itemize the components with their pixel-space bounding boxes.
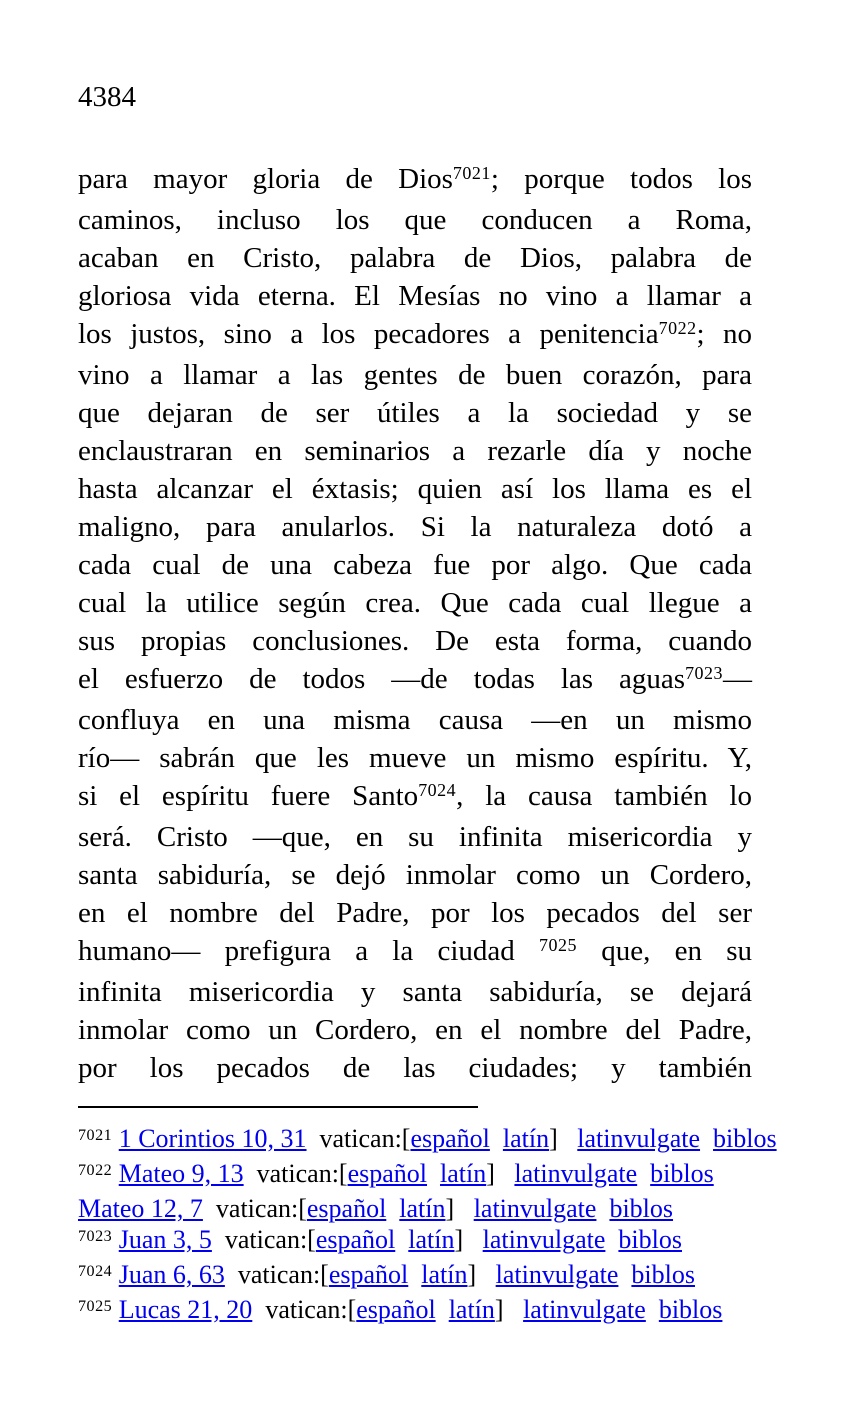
body-line: el esfuerzo de todos —de todas las aguas$^{7023}$— xyxy=(78,663,752,695)
footnote-row: $^{7023}$ Juan 3, 5 vatican:[español latín] latinvulgate biblos xyxy=(78,1225,682,1254)
footnote-row: $^{7024}$ Juan 6, 63 vatican:[español latín] latinvulgate biblos xyxy=(78,1260,695,1289)
body-line: confluya en una misma causa —en un mismo xyxy=(78,704,752,736)
body-line: acaban en Cristo, palabra de Dios, palabra de xyxy=(78,242,752,274)
footnote-link[interactable]: Mateo 9, 13 xyxy=(118,1159,244,1188)
footnote-link[interactable]: latín xyxy=(502,1124,550,1153)
footnote-ref: 7022 xyxy=(658,318,697,339)
body-line: en el nombre del Padre, por los pecados del ser xyxy=(78,897,752,929)
footnote-link[interactable]: latinvulgate xyxy=(577,1124,701,1153)
page-number: 4384 xyxy=(78,81,136,113)
footnote-ref: 7023 xyxy=(685,663,723,684)
footnote-marker: 7025 xyxy=(78,1298,113,1316)
footnote-link[interactable]: Juan 3, 5 xyxy=(118,1225,212,1254)
body-line: hasta alcanzar el éxtasis; quien así los llama es el xyxy=(78,473,752,505)
footnote-link[interactable]: biblos xyxy=(658,1295,723,1324)
footnote-row: $^{7021}$ 1 Corintios 10, 31 vatican:[español latín] latinvulgate biblos xyxy=(78,1124,777,1153)
footnote-link[interactable]: biblos xyxy=(713,1124,777,1153)
body-line: gloriosa vida eterna. El Mesías no vino a llamar a xyxy=(78,280,752,312)
footnote-link[interactable]: Lucas 21, 20 xyxy=(118,1295,253,1324)
footnote-link[interactable]: 1 Corintios 10, 31 xyxy=(118,1124,307,1153)
body-line: los justos, sino a los pecadores a penitencia$^{7022}$; no xyxy=(78,318,753,350)
body-line: si el espíritu fuere Santo$^{7024}$, la causa también lo xyxy=(78,780,752,812)
footnote-link[interactable]: Juan 6, 63 xyxy=(118,1260,225,1289)
body-line: río— sabrán que les mueve un mismo espíritu. Y, xyxy=(78,742,752,774)
footnotes xyxy=(78,1123,838,1329)
footnote-link[interactable]: biblos xyxy=(609,1194,674,1223)
footnote-link[interactable]: biblos xyxy=(631,1260,695,1289)
body-line: humano— prefigura a la ciudad $^{7025}$ que, en su xyxy=(78,935,753,967)
footnote-link[interactable]: español xyxy=(328,1260,409,1289)
footnote-link[interactable]: español xyxy=(306,1194,387,1223)
body-line: cual la utilice según crea. Que cada cual llegue a xyxy=(78,587,752,619)
footnote-link[interactable]: Mateo 12, 7 xyxy=(78,1194,203,1223)
body-line: sus propias conclusiones. De esta forma, cuando xyxy=(78,625,752,657)
body-text xyxy=(78,160,752,1087)
footnote-link[interactable]: español xyxy=(356,1295,436,1324)
footnote-link[interactable]: latinvulgate xyxy=(473,1194,597,1223)
body-line: por los pecados de las ciudades; y también xyxy=(78,1052,752,1084)
body-line: santa sabiduría, se dejó inmolar como un Cordero, xyxy=(78,859,752,891)
footnote-link[interactable]: latín xyxy=(399,1194,446,1223)
body-line: cada cual de una cabeza fue por algo. Que cada xyxy=(78,549,752,581)
footnote-ref: 7025 xyxy=(539,935,577,956)
footnote-link[interactable]: latinvulgate xyxy=(495,1260,619,1289)
body-line: infinita misericordia y santa sabiduría, se dejará xyxy=(78,976,752,1008)
body-line: para mayor gloria de Dios$^{7021}$; porque todos los xyxy=(78,163,752,195)
footnote-link[interactable]: biblos xyxy=(650,1159,714,1188)
footnote-link[interactable]: biblos xyxy=(618,1225,682,1254)
body-line: enclaustraran en seminarios a rezarle día y noche xyxy=(78,435,752,467)
footnote-ref: 7024 xyxy=(418,780,457,801)
footnote-marker: 7023 xyxy=(78,1228,113,1246)
footnote-link[interactable]: español xyxy=(315,1225,396,1254)
footnote-row: $^{7022}$ Mateo 9, 13 vatican:[español latín] latinvulgate biblos xyxy=(78,1159,714,1188)
footnote-marker: 7024 xyxy=(78,1263,113,1281)
body-line: inmolar como un Cordero, en el nombre del Padre, xyxy=(78,1014,752,1046)
footnote-row: $^{7025}$ Lucas 21, 20 vatican:[español latín] latinvulgate biblos xyxy=(78,1295,723,1324)
footnote-row: Mateo 12, 7 vatican:[español latín] latinvulgate biblos xyxy=(78,1194,674,1223)
footnote-marker: 7022 xyxy=(78,1162,113,1180)
body-line: caminos, incluso los que conducen a Roma, xyxy=(78,204,752,236)
footnote-ref: 7021 xyxy=(452,163,491,184)
footnote-link[interactable]: latín xyxy=(440,1159,487,1188)
footnote-link[interactable]: latín xyxy=(448,1295,495,1324)
footnote-link[interactable]: español xyxy=(347,1159,428,1188)
body-line: maligno, para anularlos. Si la naturaleza dotó a xyxy=(78,511,752,543)
footnote-separator xyxy=(78,1106,478,1108)
footnote-link[interactable]: latinvulgate xyxy=(514,1159,638,1188)
body-line: vino a llamar a las gentes de buen corazón, para xyxy=(78,359,752,391)
footnote-marker: 7021 xyxy=(78,1127,113,1145)
body-line: será. Cristo —que, en su infinita misericordia y xyxy=(78,821,752,853)
body-line: que dejaran de ser útiles a la sociedad y se xyxy=(78,397,752,429)
footnote-link[interactable]: latinvulgate xyxy=(523,1295,646,1324)
footnote-link[interactable]: latín xyxy=(421,1260,468,1289)
footnote-link[interactable]: latinvulgate xyxy=(482,1225,606,1254)
footnote-link[interactable]: latín xyxy=(408,1225,455,1254)
footnote-link[interactable]: español xyxy=(410,1124,490,1153)
